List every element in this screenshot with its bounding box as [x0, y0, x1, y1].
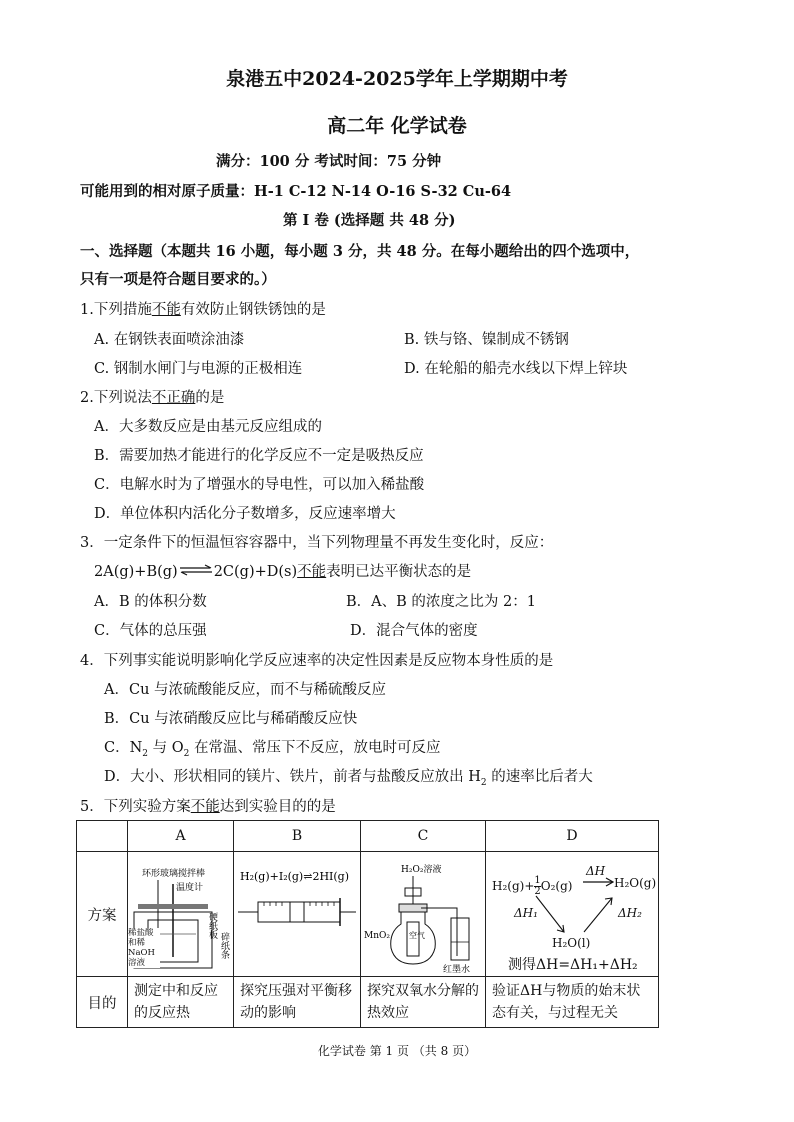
- question-4-stem: 4．下列事实能说明影响化学反应速率的决定性因素是反应物本身性质的是: [80, 653, 554, 669]
- fig-c-mno2-label: MnO₂: [364, 931, 390, 941]
- part1-heading-line1: 一、选择题（本题共 16 小题，每小题 3 分，共 48 分。在每小题给出的四个选项中，: [80, 243, 640, 260]
- purpose-cell: 验证ΔH与物质的始末状态有关，与过程无关: [486, 977, 659, 1028]
- atomic-mass-line: 可能用到的相对原子质量：H-1 C-12 N-14 O-16 S-32 Cu-64: [80, 183, 512, 200]
- table-header-cell: B: [234, 821, 361, 852]
- q2-option-d: D．单位体积内活化分子数增多，反应速率增大: [94, 506, 396, 522]
- purpose-cell: 探究压强对平衡移动的影响: [234, 977, 361, 1028]
- question-3-equation: 2A(g)+B(g) 2C(g)+D(s)不能表明已达平衡状态的是: [94, 564, 472, 580]
- question-2-stem: 2.下列说法不正确的是: [80, 390, 225, 406]
- table-header-cell: [77, 821, 128, 852]
- row-label-scheme: 方案: [77, 852, 128, 977]
- emphasis-not: 不能: [297, 564, 327, 580]
- q2-option-a: A．大多数反应是由基元反应组成的: [94, 419, 322, 435]
- purpose-cell: 测定中和反应的反应热: [128, 977, 234, 1028]
- q1-option-b: B. 铁与铬、镍制成不锈钢: [404, 332, 569, 348]
- question-3-stem: 3．一定条件下的恒温恒容容器中，当下列物理量不再发生变化时，反应：: [80, 535, 554, 551]
- q1-option-d: D. 在轮船的船壳水线以下焊上锌块: [404, 361, 628, 377]
- figure-c-flask: [361, 852, 486, 977]
- cycle-arrows-icon: [530, 894, 620, 936]
- table-row-purpose: [77, 977, 659, 1028]
- fig-d-dh1-label: ΔH₁: [514, 906, 538, 920]
- fig-a-stirrer-label: 环形玻璃搅拌棒: [142, 869, 206, 879]
- q2-option-b: B．需要加热才能进行的化学反应不一定是吸热反应: [94, 448, 424, 464]
- right-arrow-icon: [582, 874, 614, 890]
- fig-a-thermo-label: 温度计: [176, 883, 204, 893]
- q3-option-a: A．B 的体积分数: [94, 594, 207, 610]
- equilibrium-arrow-icon: [179, 564, 213, 580]
- section-title: 第 I 卷 (选择题 共 48 分): [283, 212, 456, 229]
- table-row-scheme: [77, 852, 659, 977]
- fig-a-board-label: 硬纸板: [207, 912, 217, 939]
- q4-option-d: D．大小、形状相同的镁片、铁片，前者与盐酸反应放出 $H_2$ 的速率比后者大: [104, 769, 593, 788]
- fig-d-result: 测得ΔH=ΔH₁+ΔH₂: [508, 957, 638, 973]
- fig-a-solution-label: 稀盐酸和稀NaOH溶液: [128, 928, 160, 968]
- row-label-purpose: 目的: [77, 977, 128, 1028]
- q1-option-a: A. 在钢铁表面喷涂油漆: [94, 332, 245, 348]
- fig-d-dh-label: ΔH: [586, 864, 606, 878]
- emphasis-not: 不能: [151, 302, 181, 318]
- table-header-cell: D: [486, 821, 659, 852]
- q2-option-c: C．电解水时为了增强水的导电性，可以加入稀盐酸: [94, 477, 425, 493]
- q4-option-b: B．Cu 与浓硝酸反应比与稀硝酸反应快: [104, 711, 358, 727]
- table-header-row: [77, 821, 659, 852]
- fig-b-equation: H₂(g)+I₂(g)⇌2HI(g): [240, 870, 350, 883]
- emphasis-incorrect: 不正确: [151, 390, 196, 406]
- fig-a-scrap-label: 碎纸条: [219, 932, 229, 959]
- table-header-cell: A: [128, 821, 234, 852]
- score-time: 满分：100 分 考试时间：75 分钟: [216, 153, 442, 170]
- fig-c-air-label: 空气: [409, 931, 425, 940]
- q4-option-c: C．$N_2$ 与 $O_2$ 在常温、常压下不反应，放电时可反应: [104, 740, 441, 759]
- fig-c-h2o2-label: H₂O₂溶液: [401, 865, 442, 875]
- q4-option-a: A．Cu 与浓硫酸能反应，而不与稀硫酸反应: [104, 682, 387, 698]
- figure-a-calorimeter: [128, 852, 234, 977]
- exam-subtitle: 高二年 化学试卷: [327, 115, 467, 137]
- question-5-stem: 5．下列实验方案不能达到实验目的的是: [80, 799, 336, 815]
- fig-c-ink-label: 红墨水: [443, 965, 471, 975]
- fig-d-product: H₂O(g): [614, 876, 657, 890]
- exam-title: 泉港五中2024-2025学年上学期期中考: [226, 68, 568, 90]
- q3-option-c: C．气体的总压强: [94, 623, 207, 639]
- figure-d-enthalpy-cycle: [486, 852, 659, 977]
- experiment-table: [76, 820, 659, 1028]
- fig-d-reactants: H₂(g)+ $\frac{1}{2}$ O₂(g): [492, 875, 573, 897]
- question-1-stem: 1.下列措施不能有效防止钢铁锈蚀的是: [80, 302, 326, 318]
- page-footer: 化学试卷 第 1 页 （共 8 页）: [317, 1044, 477, 1058]
- figure-b-syringe: [234, 852, 361, 977]
- q3-option-b: B．A、B 的浓度之比为 2：1: [346, 594, 536, 610]
- table-header-cell: C: [361, 821, 486, 852]
- emphasis-not: 不能: [190, 799, 220, 815]
- purpose-cell: 探究双氧水分解的热效应: [361, 977, 486, 1028]
- q3-option-d: D．混合气体的密度: [350, 623, 478, 639]
- fig-d-dh2-label: ΔH₂: [618, 906, 642, 920]
- fig-d-intermediate: H₂O(l): [552, 936, 591, 950]
- part1-heading-line2: 只有一项是符合题目要求的。）: [80, 271, 276, 288]
- q1-option-c: C. 钢制水闸门与电源的正极相连: [94, 361, 303, 377]
